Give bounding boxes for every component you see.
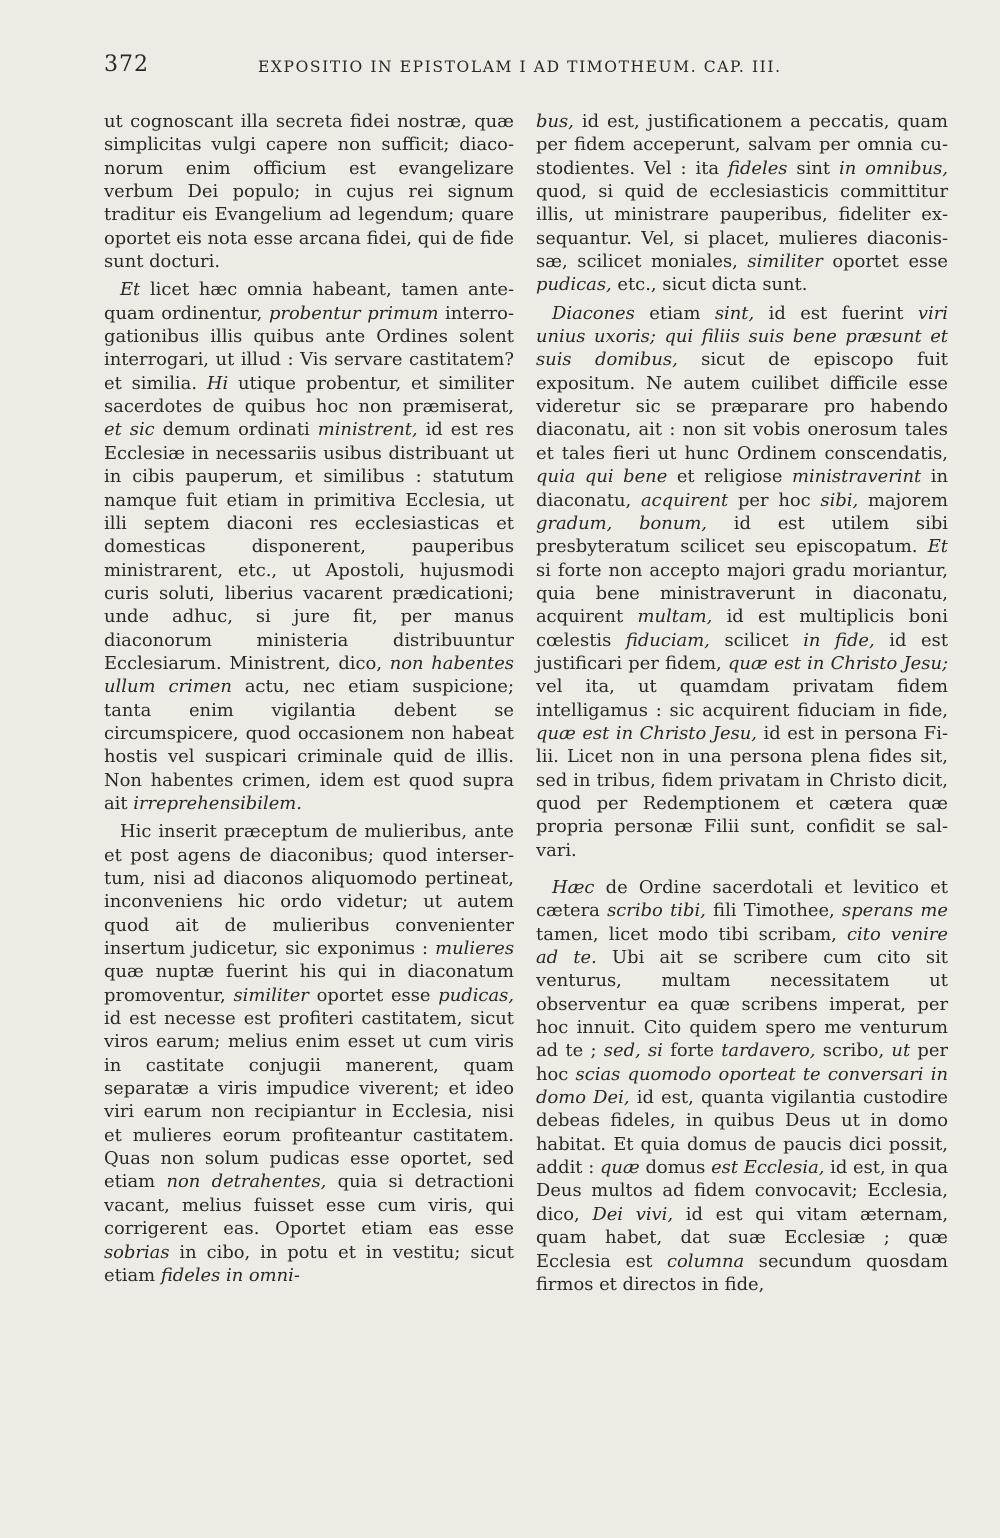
text-run: oportet esse	[822, 251, 948, 273]
page-number: 372	[104, 52, 149, 77]
text-run: id est necesse est profiteri castitatem, sicut viros earum; melius enim esset ut cum viris in castitate conjugii manerent, quam separatæ a viris impudice viverent; et ideo viri earum non recipiantur in Ecclesia, nisi et mulieres eorum profiteantur castitatem. Quas non solum pudicas esse oportet, sed etiam	[104, 1008, 514, 1193]
italic-text: ministraverint	[792, 466, 922, 488]
italic-text: columna	[666, 1250, 745, 1272]
italic-text: similiter	[233, 984, 309, 1006]
paragraph	[536, 302, 948, 862]
text-run: id est, quanta vigilantia custodire debeas fideles, in quibus Deus ut in domo habitat. Et quia domus de paucis dici possit, addit :	[536, 1087, 948, 1179]
text-run: demum ordinati	[154, 419, 318, 441]
italic-text: fideles	[728, 157, 788, 179]
text-run: secundum quosdam firmos et directos in fide,	[536, 1250, 948, 1295]
text-run: tamen, licet modo tibi scribam,	[536, 923, 848, 945]
text-run: id est multiplicis boni cœlestis	[536, 606, 949, 651]
italic-text: similiter	[747, 251, 823, 273]
text-run: id est res Ecclesiæ in necessariis usibus distribuant ut in cibis pauperum, et similibus : statutum namque fuit etiam in primitiva Ecclesia, ut illi septem diaconi res ecclesiasticas et domesticas disponerent, pauperibus ministrarent, etc., ut Apostoli, hujusmodi curis soluti, liberius vacarent prædicationi; unde adhuc, si jure fit, per manus diaconorum ministeria distribuuntur Ecclesiarum. Ministrent, dico,	[104, 419, 515, 674]
text-run: per hoc	[728, 489, 821, 511]
italic-text: Dei vivi,	[592, 1203, 674, 1225]
italic-text: sed, si	[603, 1040, 663, 1062]
italic-text: sint,	[714, 302, 755, 324]
italic-text: non detrahentes,	[166, 1171, 327, 1193]
italic-text: Et	[927, 536, 948, 558]
text-run: ut cognoscant illa secreta fidei nostræ, quæ simplicitas vulgi capere non sufficit; diaconorum enim officium est evangelizare verbum Dei populo; in cujus rei signum traditur eis Evangelium ad legendum; quare oportet eis nota esse arcana fidei, qui de fide sunt docturi.	[104, 111, 514, 273]
italic-text: bus,	[536, 111, 574, 132]
italic-text: Et	[120, 279, 141, 301]
text-run: domus	[639, 1157, 712, 1179]
italic-text: est Ecclesia,	[711, 1157, 825, 1179]
text-run: sint	[787, 157, 839, 179]
text-run: sicut de episcopo fuit expositum. Ne autem cuilibet difficile esse videretur sic se præparare pro habendo diaconatu, ait : non sit vobis onerosum tales et tales fieri ut hunc Ordinem conscendatis,	[536, 349, 948, 464]
italic-text: pudicas,	[536, 274, 612, 296]
text-run: id est fuerint	[754, 302, 918, 324]
italic-text: Hi	[206, 372, 229, 394]
italic-text: Diacones	[552, 302, 635, 324]
italic-text: sperans me	[842, 900, 948, 922]
text-run: actu, nec etiam suspicione; tanta enim vigilantia debent se circumspicere, quod occasionem non habeat hostis vel suspicari criminale quid de illis. Non habentes crimen, idem est quod supra ait	[104, 676, 514, 814]
text-run: vel ita, ut quamdam privatam fidem intelligamus : sic acquirent fiduciam in fide,	[536, 676, 948, 721]
text-run: Hic inserit præceptum de mulieribus, ante et post agens de diaconibus; quod intersertum, nisi ad diaconos aliquomodo pertineat, inconveniens hic ordo videtur; ut autem quod ait de mulieribus convenienter insertum judicetur, sic exponimus :	[104, 821, 514, 960]
text-run: scilicet	[709, 629, 804, 651]
italic-text: irreprehensibilem.	[133, 792, 302, 814]
text-run: majorem	[858, 489, 949, 511]
italic-text: tardavero,	[721, 1040, 816, 1062]
italic-text: gradum, bonum,	[536, 512, 707, 534]
text-run: id est, justificationem a peccatis, quam per fidem acceperunt, salvam per omnia custodientes. Vel : ita	[536, 111, 948, 179]
text-run: forte	[662, 1040, 722, 1062]
italic-text: quæ	[599, 1157, 640, 1179]
right-column	[536, 110, 948, 1296]
italic-text: non habentes ullum crimen	[104, 652, 514, 698]
italic-text: cito venire ad te.	[536, 923, 948, 969]
italic-text: acquirent	[640, 489, 729, 511]
text-run: etc., sicut dicta sunt.	[611, 274, 808, 296]
paragraph	[104, 110, 514, 273]
running-head: EXPOSITIO IN EPISTOLAM I AD TIMOTHEUM. CAP. III.	[258, 58, 782, 76]
italic-text: pudicas,	[438, 984, 514, 1006]
text-run: id est justificari per fidem,	[536, 629, 949, 674]
text-run: etiam	[634, 302, 715, 324]
italic-text: scribo tibi,	[607, 900, 706, 922]
text-run: et religiose	[667, 466, 792, 488]
italic-text: ut	[891, 1040, 911, 1062]
text-run: per hoc	[536, 1040, 949, 1085]
text-run: in diaconatu,	[536, 466, 948, 511]
paragraph	[104, 820, 514, 1287]
text-run: si forte non accepto majori gradu moriantur, quia bene ministraverunt in diaconatu, acquirent	[536, 559, 948, 628]
text-run: id est qui vitam æternam, quam habet, dat suæ Ecclesiæ ; quæ Ecclesia est	[536, 1203, 949, 1272]
italic-text: probentur primum	[269, 302, 439, 324]
italic-text: sobrias	[104, 1241, 170, 1263]
italic-text: fiduciam,	[625, 629, 710, 651]
text-run: id est, in qua Deus multos ad fidem convocavit; Ecclesia, dico,	[536, 1157, 948, 1225]
page-header	[0, 52, 1000, 92]
text-run: quod, si quid de ecclesiasticis committitur illis, ut ministrare pauperibus, fideliter exsequantur. Vel, si placet, mulieres diaconissæ, scilicet moniales,	[536, 181, 948, 273]
italic-text: in fide,	[803, 629, 875, 651]
text-run: id est in persona Filii. Licet non in una persona plena fides sit, sed in tribus, fidem privatam in Christo dicit, quod per Redemptionem et cætera quæ propria personæ Filii sunt, confidit se salvari.	[536, 722, 948, 861]
text-run: quæ nuptæ fuerint his qui in diaconatum promoventur,	[104, 961, 514, 1006]
paragraph	[104, 278, 514, 815]
italic-text: ministrent,	[317, 419, 418, 441]
italic-text: fideles in omni-	[160, 1264, 300, 1286]
text-run: utique probentur, et similiter sacerdotes de quibus hoc non præmiserat,	[104, 372, 514, 418]
italic-text: multam,	[637, 606, 713, 628]
italic-text: in omnibus,	[838, 157, 948, 179]
italic-text: quæ est in Christo Jesu;	[727, 652, 948, 674]
italic-text: quia qui bene	[536, 466, 668, 488]
text-run: licet hæc omnia habeant, tamen antequam ordinentur,	[104, 279, 514, 324]
italic-text: quæ est in Christo Jesu,	[536, 722, 757, 744]
italic-text: scias quomodo oporteat te conversari in domo Dei,	[536, 1063, 948, 1109]
text-run: Ubi ait se scribere cum cito sit venturus, multam necessitatem ut observentur ea quæ scribens imperat, per hoc innuit. Cito quidem spero me venturum ad te ;	[536, 947, 948, 1062]
text-run: oportet esse	[308, 984, 439, 1006]
paragraph	[536, 110, 948, 297]
text-run: fili Timothee,	[705, 900, 843, 922]
text-run: quia si detractioni vacant, melius fuisset esse cum viris, qui corrigerent eas. Oportet etiam eas esse	[104, 1171, 514, 1240]
text-run: de Ordine sacerdotali et levitico et cætera	[536, 877, 948, 922]
italic-text: Hæc	[552, 877, 595, 898]
left-column	[104, 110, 514, 1287]
italic-text: mulieres	[435, 938, 514, 960]
text-run: id est utilem sibi presbyteratum scilicet seu episcopatum.	[536, 512, 949, 558]
italic-text: et sic	[104, 419, 155, 441]
text-run: scribo,	[815, 1040, 892, 1062]
paragraph	[536, 876, 948, 1296]
italic-text: viri unius uxoris; qui filiis suis bene præsunt et suis domibus,	[536, 302, 948, 371]
text-run: in cibo, in potu et in vestitu; sicut etiam	[104, 1241, 514, 1286]
italic-text: sibi,	[820, 489, 859, 511]
text-run: interrogationibus illis quibus ante Ordines solent interrogari, ut illud : Vis servare castitatem? et similia.	[104, 302, 514, 394]
